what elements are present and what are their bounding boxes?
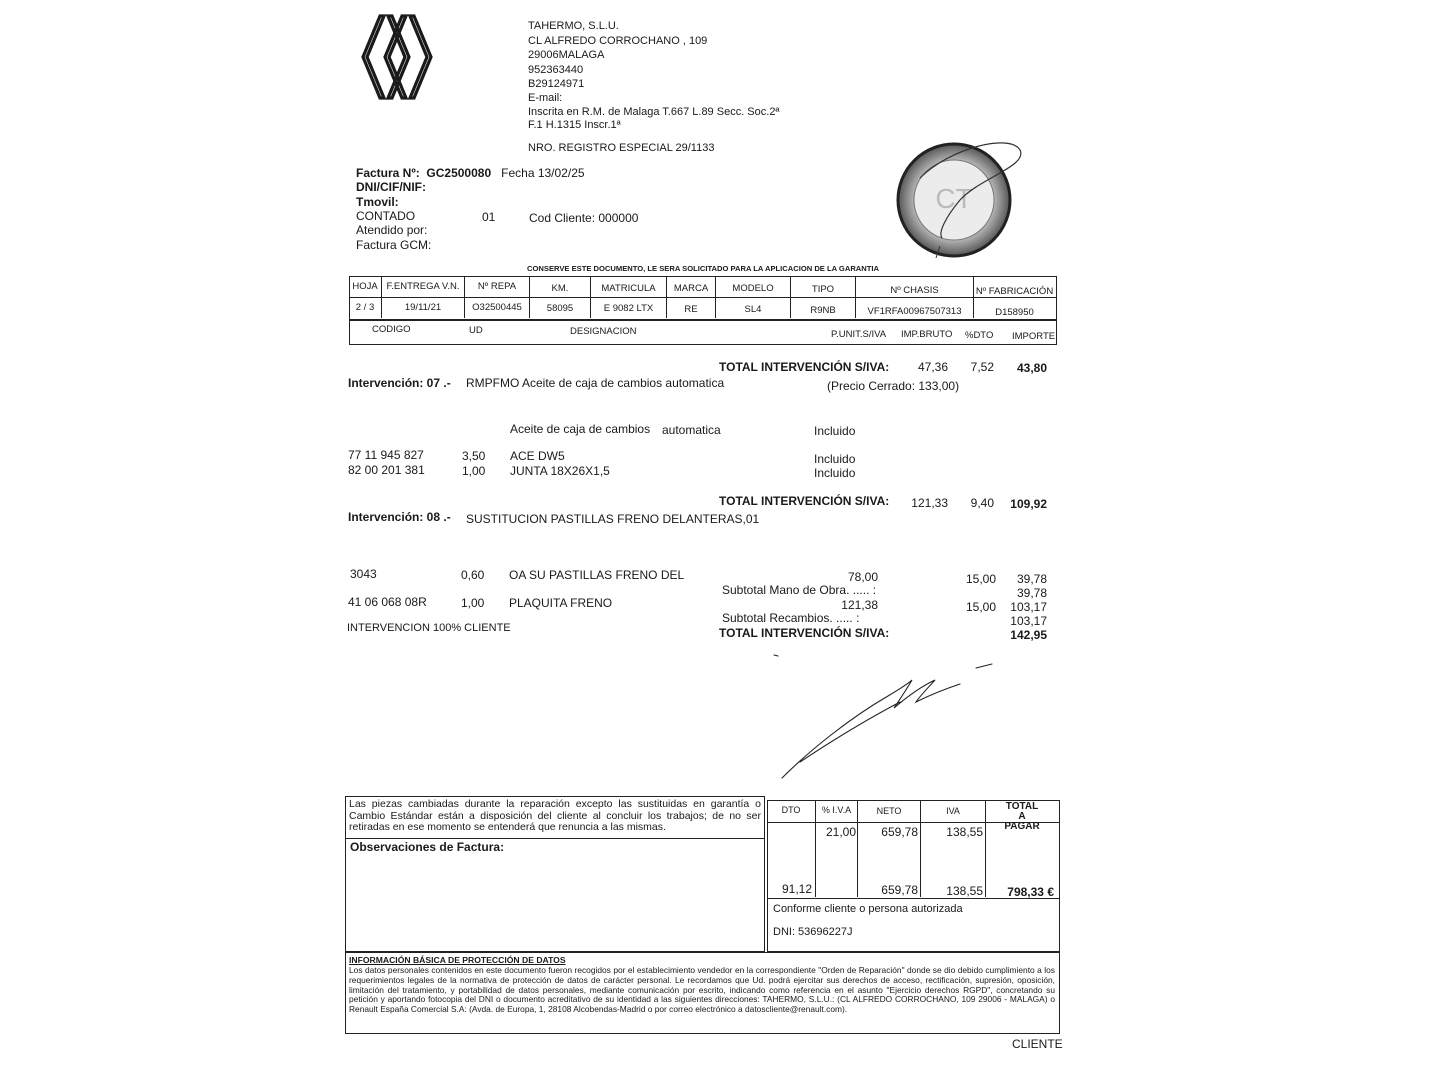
item-qty: 1,00: [462, 464, 486, 478]
lines-header-importe: IMPORTE: [1012, 331, 1056, 342]
company-cif: B29124971: [528, 78, 585, 90]
special-registry: NRO. REGISTRO ESPECIAL 29/1133: [528, 142, 715, 154]
vehicle-header-matricula: MATRICULA: [591, 283, 667, 294]
vehicle-value-marca: RE: [684, 304, 698, 315]
vehicle-header-km: KM.: [530, 283, 591, 294]
totals-iva-2: 138,55: [946, 884, 983, 898]
vehicle-value-matricula: E 9082 LTX: [603, 303, 654, 314]
item-qty: 3,50: [462, 449, 486, 463]
vehicle-value-repa: O32500445: [472, 302, 522, 313]
vehicle-header-marca: MARCA: [667, 283, 716, 294]
int08-grand-total: 142,95: [1010, 628, 1047, 642]
handwritten-signature: [770, 650, 1000, 785]
brand-logo: [358, 14, 438, 100]
item-code: 82 00 201 381: [348, 463, 425, 477]
int08-grand-total-label: TOTAL INTERVENCIÓN S/IVA:: [719, 626, 890, 640]
parts-notice: Las piezas cambiadas durante la reparación excepto las sustituidas en garantía o Cambio Estándar están a disposición del cliente al concluir los trabajos; de no ser retiradas en ese momento se entenderá que renuncia a las mismas.: [349, 798, 761, 833]
vehicle-value-chasis: VF1RFA00967507313: [867, 306, 962, 317]
totals-header-dto: DTO: [781, 805, 801, 815]
svg-text:CT: CT: [935, 183, 973, 214]
vehicle-header-fabricacion: Nº FABRICACIÓN: [975, 286, 1054, 297]
item-status: Incluido: [814, 466, 856, 480]
vehicle-header-modelo: MODELO: [716, 283, 791, 294]
vehicle-value-fabricacion: D158950: [995, 307, 1034, 318]
subtotal-parts: 103,17: [1010, 614, 1047, 628]
vehicle-header-repa: Nº REPA: [465, 281, 530, 292]
subtotal-labor-label: Subtotal Mano de Obra. ..... :: [722, 583, 877, 597]
lines-header-codigo: CODIGO: [372, 324, 411, 335]
int08-bruto: 121,33: [911, 496, 948, 510]
item-desc: JUNTA 18X26X1,5: [510, 464, 610, 478]
warranty-notice: CONSERVE ESTE DOCUMENTO, LE SERA SOLICITADO PARA LA APLICACION DE LA GARANTIA: [527, 264, 879, 273]
vehicle-value-km: 58095: [546, 303, 574, 314]
privacy-title: INFORMACIÓN BÁSICA DE PROTECCIÓN DE DATOS: [349, 955, 566, 965]
item-importe: 103,17: [1010, 600, 1047, 614]
int07-sub-status: Incluido: [814, 424, 856, 438]
totals-iva-pct: 21,00: [825, 825, 856, 839]
total-to-pay: 798,33 €: [1007, 885, 1054, 899]
item-dto: 15,00: [965, 572, 996, 586]
vehicle-value-modelo: SL4: [744, 304, 762, 315]
conforme-label: Conforme cliente o persona autorizada: [773, 903, 963, 915]
gcm-label: Factura GCM:: [356, 238, 432, 252]
client-dni: DNI: 53696227J: [773, 926, 853, 938]
payment-method: CONTADO: [356, 209, 416, 223]
lines-header-designacion: DESIGNACION: [570, 326, 637, 337]
invoice-number-row: [356, 166, 585, 180]
int07-label: Intervención: 07 .-: [348, 376, 451, 390]
privacy-text: Los datos personales contenidos en este documento fueron recogidos por el establecimiento vendedor en la correspondiente "Orden de Reparación" donde se dio debido cumplimiento a los requerimientos legales de la normativa de protección de datos de carácter personal. Le recordamos que Ud. podrá ejercitar sus derechos de acceso, rectificación, supresión, oposición, limitación del tratamiento, y portabilidad de datos personales, mediante comunicación por escrito, indicando como referencia en el asunto "Ejercicio derechos RGPD", concretando su petición y aportando fotocopia del DNI o documento acreditativo de su identidad a las siguientes direcciones: TAHERMO, S.L.U.: (CL ALFREDO CORROCHANO, 109 29006 - MALAGA) o Renault España Comercial S.A: (Avda. de Europa, 1, 28108 Alcobendas-Madrid o por correo electrónico a datoscliente@renault.com).: [349, 965, 1055, 1015]
item-qty: 1,00: [461, 596, 485, 610]
invoice-number: GC2500080: [426, 166, 492, 180]
client-intervention-note: INTERVENCION 100% CLIENTE: [347, 622, 511, 634]
invoice-number-label: Factura Nº:: [356, 166, 420, 180]
item-price: 121,38: [841, 598, 878, 612]
client-code: Cod Cliente: 000000: [529, 211, 639, 225]
int07-dto: 7,52: [970, 360, 994, 374]
vehicle-header-chasis: Nº CHASIS: [856, 285, 974, 296]
vehicle-header-hoja: HOJA: [349, 281, 382, 292]
subtotal-parts-label: Subtotal Recambios. ..... :: [722, 611, 860, 625]
totals-header-iva-pct: % I.V.A: [821, 805, 852, 815]
vehicle-value-hoja: 2 / 3: [355, 302, 375, 313]
subtotal-labor: 39,78: [1016, 586, 1047, 600]
company-address: CL ALFREDO CORROCHANO , 109: [528, 35, 708, 47]
company-registry-1: Inscrita en R.M. de Malaga T.667 L.89 Secc. Soc.2ª: [528, 106, 780, 118]
int07-closed-price: (Precio Cerrado: 133,00): [827, 379, 960, 393]
company-phone: 952363440: [528, 64, 584, 76]
lines-header-dto: %DTO: [965, 330, 994, 341]
int08-desc: SUSTITUCION PASTILLAS FRENO DELANTERAS,01: [466, 512, 760, 526]
item-desc: ACE DW5: [510, 449, 565, 463]
int07-total-label: TOTAL INTERVENCIÓN S/IVA:: [719, 360, 890, 374]
int07-importe: 43,80: [1016, 361, 1047, 375]
item-code: 77 11 945 827: [348, 448, 424, 462]
totals-neto-1: 659,78: [881, 825, 918, 839]
int07-desc: RMPFMO Aceite de caja de cambios automatica: [466, 376, 725, 390]
item-importe: 39,78: [1016, 572, 1047, 586]
totals-iva-1: 138,55: [946, 825, 983, 839]
item-desc: PLAQUITA FRENO: [509, 596, 613, 610]
stamp-seal: [890, 138, 1030, 258]
totals-dto-2: 91,12: [781, 882, 812, 896]
company-name: TAHERMO, S.L.U.: [528, 20, 619, 32]
int08-total-label: TOTAL INTERVENCIÓN S/IVA:: [719, 494, 890, 508]
int08-label: Intervención: 08 .-: [348, 510, 451, 524]
totals-header-iva: IVA: [946, 806, 960, 816]
lines-header-punit: P.UNIT.S/IVA: [831, 329, 887, 340]
copy-label: CLIENTE: [1012, 1037, 1063, 1051]
totals-header-neto: NETO: [876, 806, 902, 816]
item-code: 41 06 068 08R: [348, 595, 427, 609]
company-email: E-mail:: [528, 92, 563, 104]
dni-label: DNI/CIF/NIF:: [356, 180, 426, 194]
vehicle-value-entrega: 19/11/21: [404, 302, 442, 313]
item-desc: OA SU PASTILLAS FRENO DEL: [509, 568, 685, 582]
int08-importe: 109,92: [1010, 497, 1047, 511]
totals-neto-2: 659,78: [881, 883, 918, 897]
lines-header-ud: UD: [469, 325, 483, 336]
payment-code: 01: [482, 210, 496, 224]
invoice-date: Fecha 13/02/25: [501, 166, 585, 180]
vehicle-header-entrega: F.ENTREGA V.N.: [382, 281, 465, 292]
tmovil-label: Tmovil:: [356, 195, 399, 209]
lines-header-bruto: IMP.BRUTO: [901, 329, 953, 340]
item-code: 3043: [350, 567, 377, 581]
item-status: Incluido: [814, 452, 856, 466]
vehicle-value-tipo: R9NB: [810, 305, 836, 316]
observations-box: [345, 838, 765, 952]
item-price: 78,00: [847, 570, 878, 584]
company-registry-2: F.1 H.1315 Inscr.1ª: [528, 119, 621, 131]
int08-dto: 9,40: [970, 496, 994, 510]
totals-header-total: TOTAL A PAGAR: [1004, 801, 1040, 832]
item-dto: 15,00: [965, 600, 996, 614]
attended-label: Atendido por:: [356, 223, 428, 237]
vehicle-header-tipo: TIPO: [791, 284, 856, 295]
int07-sub-desc-b: automatica: [662, 423, 721, 437]
item-qty: 0,60: [461, 568, 485, 582]
company-city: 29006MALAGA: [528, 49, 605, 61]
int07-sub-desc-a: Aceite de caja de cambios: [510, 422, 651, 436]
observations-label: Observaciones de Factura:: [350, 840, 505, 854]
int07-bruto: 47,36: [917, 360, 948, 374]
